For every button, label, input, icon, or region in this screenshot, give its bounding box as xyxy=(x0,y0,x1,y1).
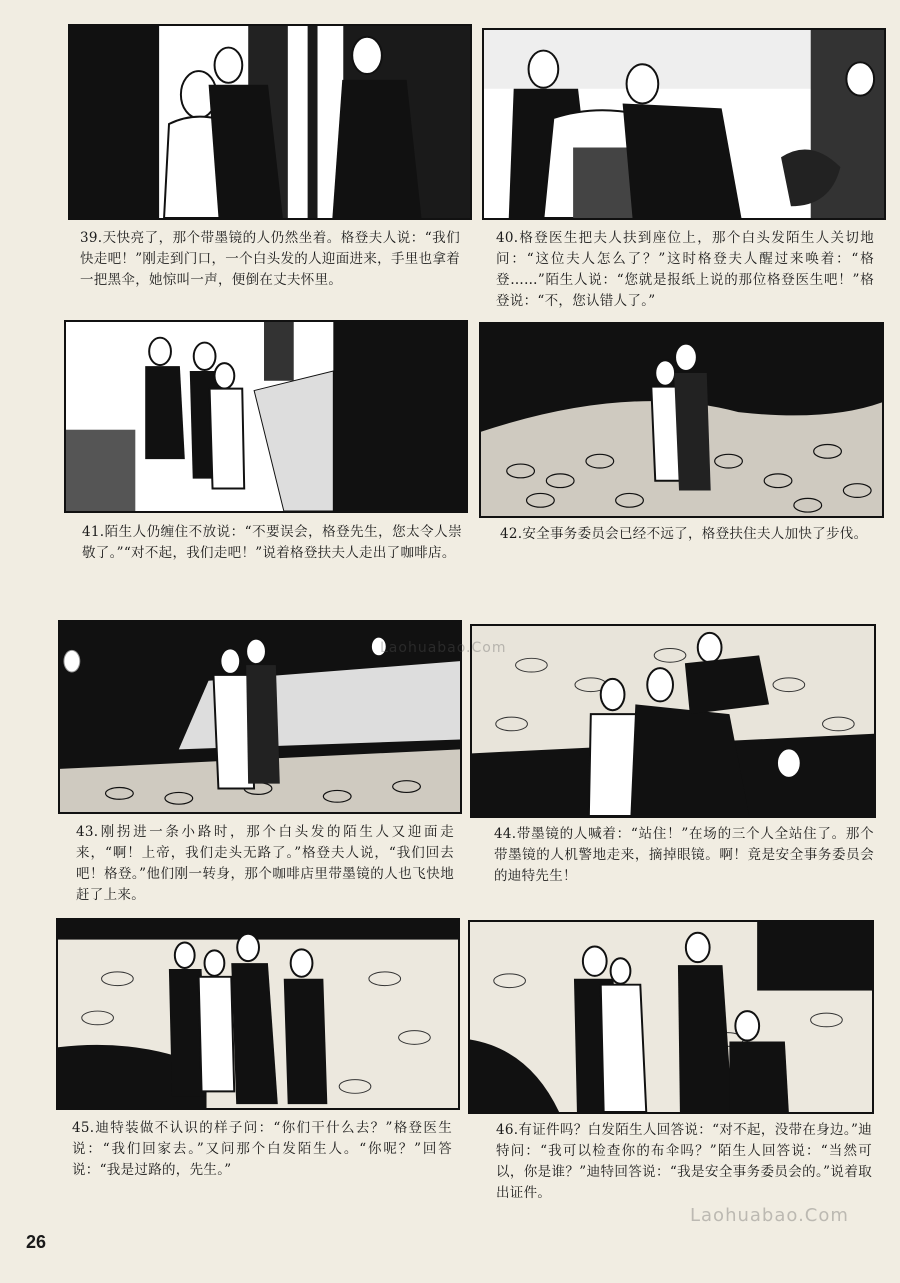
panel-43-illustration xyxy=(58,620,462,814)
panel-46-illustration xyxy=(468,920,874,1114)
panel-42-caption: 42.安全事务委员会已经不远了，格登扶住夫人加快了步伐。 xyxy=(500,526,868,542)
watermark-corner: Laohuabao.Com xyxy=(690,1205,849,1226)
panel-41-caption: 41.陌生人仍缠住不放说：“不要误会，格登先生，您太令人崇敬了。”“对不起，我们走吧！”说着格登扶夫人走出了咖啡店。 xyxy=(82,524,462,561)
panel-43-caption: 43.刚拐进一条小路时，那个白头发的陌生人又迎面走来，“啊！上帝，我们走头无路了。”格登夫人说，“我们回去吧！格登。”他们刚一转身，那个咖啡店里带墨镜的人也飞快地赶了上来。 xyxy=(76,824,454,903)
panel-41-illustration xyxy=(64,320,468,513)
panel-44-caption: 44.带墨镜的人喊着：“站住！”在场的三个人全站住了。那个带墨镜的人机警地走来，摘掉眼镜。啊！竟是安全事务委员会的迪特先生！ xyxy=(494,826,874,884)
panel-40-illustration xyxy=(482,28,886,220)
panel-46-caption: 46.有证件吗？白发陌生人回答说：“对不起，没带在身边。”迪特问：“我可以检查你的布伞吗？”陌生人回答说：“当然可以，你是谁？”迪特回答说：“我是安全事务委员会的。”说着取出证件。 xyxy=(496,1122,872,1201)
panel-45-caption: 45.迪特装做不认识的样子问：“你们干什么去？”格登医生说：“我们回家去。”又问那个白发陌生人。“你呢？”回答说：“我是过路的，先生。” xyxy=(72,1120,452,1178)
page-number: 26 xyxy=(26,1232,47,1252)
panel-45-illustration xyxy=(56,918,460,1110)
panel-40-caption: 40.格登医生把夫人扶到座位上，那个白头发陌生人关切地问：“这位夫人怎么了？”这时格登夫人醒过来唤着：“格登……”陌生人说：“您就是报纸上说的那位格登医生吧！”格登说：“不，您认错人了。” xyxy=(496,230,874,309)
panel-39-illustration xyxy=(68,24,472,220)
panel-42-illustration xyxy=(479,322,884,518)
panel-44-illustration xyxy=(470,624,876,818)
panel-39-caption: 39.天快亮了，那个带墨镜的人仍然坐着。格登夫人说：“我们快走吧！”刚走到门口，一个白头发的人迎面进来，手里也拿着一把黑伞，她惊叫一声，便倒在丈夫怀里。 xyxy=(80,230,460,288)
watermark-center: Laohuabao.Com xyxy=(380,640,507,656)
